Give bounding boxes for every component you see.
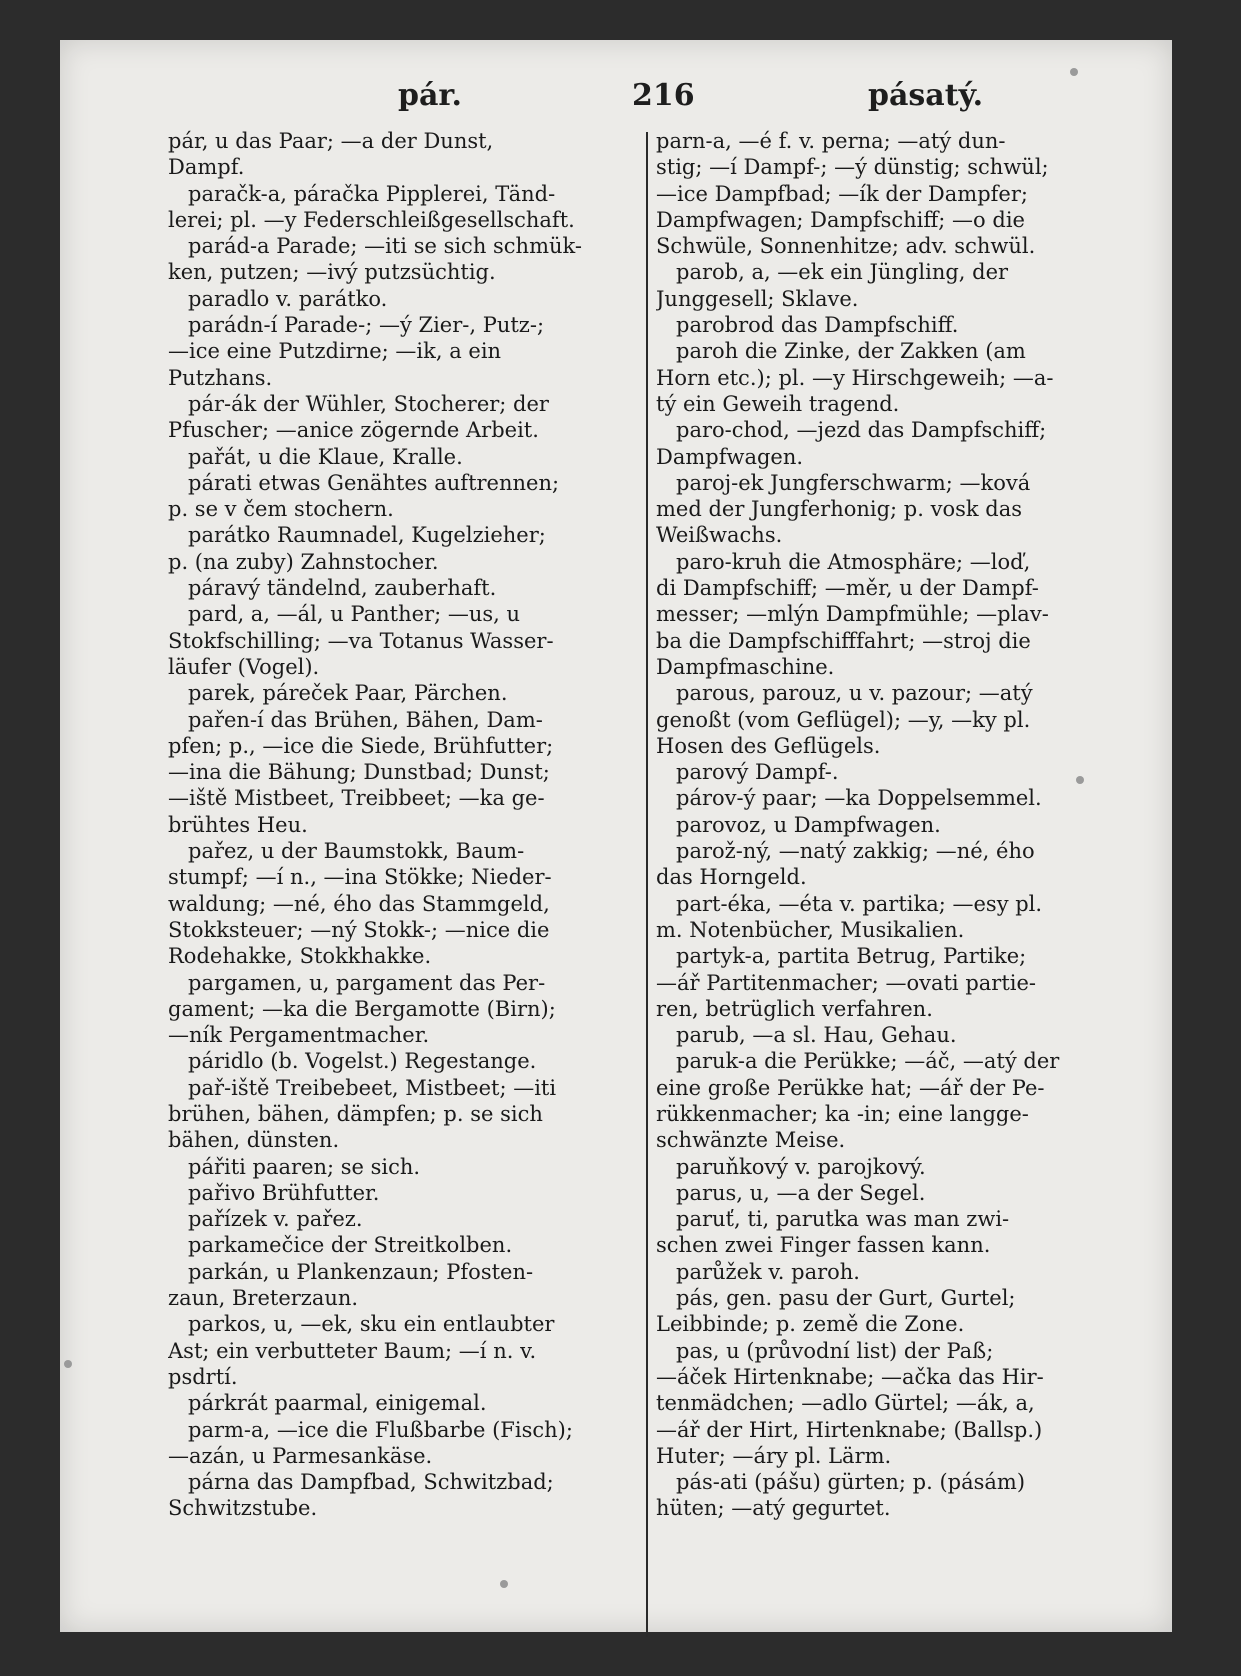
paper-speck [1076,776,1084,784]
entry-line: parádn-í Parade-; —ý Zier-, Putz-; [188,313,545,338]
entry-line: genoßt (vom Geflügel); —y, —ky pl. [656,707,1031,732]
entry-line: stig; —í Dampf-; —ý dünstig; schwül; [656,155,1049,180]
entry-line: pařen-í das Brühen, Bähen, Dam- [188,707,543,732]
entry-line: pár-ák der Wühler, Stocherer; der [188,391,549,416]
entry-line: parous, parouz, u v. pazour; —atý [676,681,1033,706]
entry-line: ken, putzen; —ivý putzsüchtig. [168,260,496,285]
entry-line: párov-ý paar; —ka Doppelsemmel. [676,786,1042,811]
entry-line: —ice eine Putzdirne; —ik, a ein [168,339,502,364]
entry-line: páridlo (b. Vogelst.) Regestange. [188,1049,537,1074]
entry-line: med der Jungferhonig; p. vosk das [656,497,1023,522]
entry-line: psdrtí. [168,1364,238,1389]
entry-line: tenmädchen; —adlo Gürtel; —ák, a, [656,1391,1035,1416]
entry-line: Horn etc.); pl. —y Hirschgeweih; —a- [656,365,1054,390]
entry-line: p. se v čem stochern. [168,497,394,522]
entry-line: Putzhans. [168,365,273,390]
entry-line: párati etwas Genähtes auftrennen; [188,470,560,495]
right-column [656,128,1150,1522]
entry-line: paruť, ti, parutka was man zwi- [676,1207,1010,1232]
entry-line: parus, u, —a der Segel. [676,1180,926,1205]
entry-line: zaun, Breterzaun. [168,1286,359,1311]
entry-line: pard, a, —ál, u Panther; —us, u [188,602,521,627]
entry-line: párna das Dampfbad, Schwitzbad; [188,1470,554,1495]
entry-line: paruňkový v. parojkový. [676,1154,926,1179]
entry-line: pářiti paaren; se sich. [188,1154,421,1179]
entry-line: pař-iště Treibebeet, Mistbeet; —iti [188,1075,557,1100]
entry-line: Dampfwagen; Dampfschiff; —o die [656,207,1025,232]
entry-line: parm-a, —ice die Flußbarbe (Fisch); [188,1417,573,1442]
entry-line: —iště Mistbeet, Treibbeet; —ka ge- [168,786,545,811]
entry-line: brühen, bähen, dämpfen; p. se sich [168,1101,543,1126]
entry-line: parož-ný, —natý zakkig; —né, ého [676,839,1035,864]
entry-line: parátko Raumnadel, Kugelzieher; [188,523,546,548]
entry-line: pas, u (průvodní list) der Paß; [676,1338,994,1363]
entry-line: stumpf; —í n., —ina Stökke; Nieder- [168,865,552,890]
entry-line: läufer (Vogel). [168,654,320,679]
entry-line: Dampfmaschine. [656,654,835,679]
entry-line: parovoz, u Dampfwagen. [676,812,941,837]
entry-line: Junggesell; Sklave. [656,286,859,311]
paper-speck [64,1360,72,1368]
page-number: 216 [632,78,695,113]
entry-line: messer; —mlýn Dampfmühle; —plav- [656,602,1049,627]
entry-line: Rodehakke, Stokkhakke. [168,944,432,969]
entry-line: pařát, u die Klaue, Kralle. [188,444,463,469]
entry-line: pařez, u der Baumstokk, Baum- [188,839,525,864]
entry-line: paroj-ek Jungferschwarm; —ková [676,470,1031,495]
entry-line: Stokfschilling; —va Totanus Wasser- [168,628,554,653]
entry-line: pařízek v. pařez. [188,1207,363,1232]
entry-line: parád-a Parade; —iti se sich schmük- [188,234,582,259]
entry-line: Schwüle, Sonnenhitze; adv. schwül. [656,234,1036,259]
entry-line: ba die Dampfschifffahrt; —stroj die [656,628,1031,653]
dictionary-page [60,40,1172,1632]
entry-line: pár, u das Paar; —a der Dunst, [168,129,494,153]
entry-line: part-éka, —éta v. partika; —esy pl. [676,891,1043,916]
entry-line: parkán, u Plankenzaun; Pfosten- [188,1259,534,1284]
entry-line: ren, betrüglich verfahren. [656,996,933,1021]
entry-line: Pfuscher; —anice zögernde Arbeit. [168,418,539,443]
entry-line: —ina die Bähung; Dunstbad; Dunst; [168,760,550,785]
entry-line: p. (na zuby) Zahnstocher. [168,549,439,574]
entry-line: parový Dampf-. [676,760,839,785]
entry-line: parobrod das Dampfschiff. [676,313,959,338]
entry-line: parůžek v. paroh. [676,1259,860,1284]
entry-line: hüten; —atý gegurtet. [656,1496,891,1521]
entry-line: Dampf. [168,155,245,180]
entry-line: eine große Perükke hat; —ář der Pe- [656,1075,1045,1100]
entry-line: Hosen des Geflügels. [656,733,881,758]
entry-line: Ast; ein verbutteter Baum; —í n. v. [168,1338,537,1363]
entry-line: paro-kruh die Atmosphäre; —loď, [676,549,1031,574]
entry-line: Dampfwagen. [656,444,804,469]
entry-line: parub, —a sl. Hau, Gehau. [676,1023,957,1048]
entry-line: das Horngeld. [656,865,807,890]
entry-line: partyk-a, partita Betrug, Partike; [676,944,1027,969]
entry-line: parkos, u, —ek, sku ein entlaubter [188,1312,555,1337]
header-left-word: pár. [398,78,462,113]
entry-line: Weißwachs. [656,523,783,548]
entry-line: brühtes Heu. [168,812,308,837]
entry-line: —ník Pergamentmacher. [168,1023,430,1048]
paper-speck [500,1580,508,1588]
entry-line: paradlo v. parátko. [188,286,388,311]
entry-line: —áček Hirtenknabe; —ačka das Hir- [656,1364,1044,1389]
entry-line: —ice Dampfbad; —ík der Dampfer; [656,181,1028,206]
entry-line: schen zwei Finger fassen kann. [656,1233,991,1258]
entry-line: paroh die Zinke, der Zakken (am [676,339,1026,364]
entry-line: di Dampfschiff; —měr, u der Dampf- [656,576,1039,601]
entry-line: pás-ati (pášu) gürten; p. (pásám) [676,1470,1026,1495]
entry-line: pás, gen. pasu der Gurt, Gurtel; [676,1286,1016,1311]
entry-line: lerei; pl. —y Federschleißgesellschaft. [168,207,575,232]
entry-line: bähen, dünsten. [168,1128,340,1153]
entry-line: Leibbinde; p. země die Zone. [656,1312,965,1337]
entry-line: schwänzte Meise. [656,1128,846,1153]
entry-line: parob, a, —ek ein Jüngling, der [676,260,1009,285]
entry-line: —ář der Hirt, Hirtenknabe; (Ballsp.) [656,1417,1043,1442]
entry-line: parn-a, —é f. v. perna; —atý dun- [656,129,1006,153]
entry-line: m. Notenbücher, Musikalien. [656,917,965,942]
header-right-word: pásatý. [868,78,984,113]
column-divider [646,132,648,1637]
entry-line: —ář Partitenmacher; —ovati partie- [656,970,1036,995]
entry-line: paro-chod, —jezd das Dampfschiff; [676,418,1047,443]
entry-line: —azán, u Parmesankäse. [168,1443,433,1468]
entry-line: parkamečice der Streitkolben. [188,1233,513,1258]
entry-line: párkrát paarmal, einigemal. [188,1391,487,1416]
entry-line: waldung; —né, ého das Stammgeld, [168,891,550,916]
entry-line: tý ein Geweih tragend. [656,391,900,416]
entry-line: pfen; p., —ice die Siede, Brühfutter; [168,733,554,758]
entry-line: pařivo Brühfutter. [188,1180,380,1205]
entry-line: gament; —ka die Bergamotte (Birn); [168,996,556,1021]
entry-line: paračk-a, páračka Pipplerei, Tänd- [188,181,556,206]
entry-line: parek, páreček Paar, Pärchen. [188,681,508,706]
entry-line: Stokksteuer; —ný Stokk-; —nice die [168,917,550,942]
entry-line: Schwitzstube. [168,1496,318,1521]
paper-speck [1070,68,1078,76]
left-column [168,128,668,1522]
entry-line: paruk-a die Perükke; —áč, —atý der [676,1049,1060,1074]
entry-line: pargamen, u, pargament das Per- [188,970,546,995]
entry-line: páravý tändelnd, zauberhaft. [188,576,497,601]
entry-line: rükkenmacher; ka -in; eine langge- [656,1101,1029,1126]
entry-line: Huter; —áry pl. Lärm. [656,1443,892,1468]
